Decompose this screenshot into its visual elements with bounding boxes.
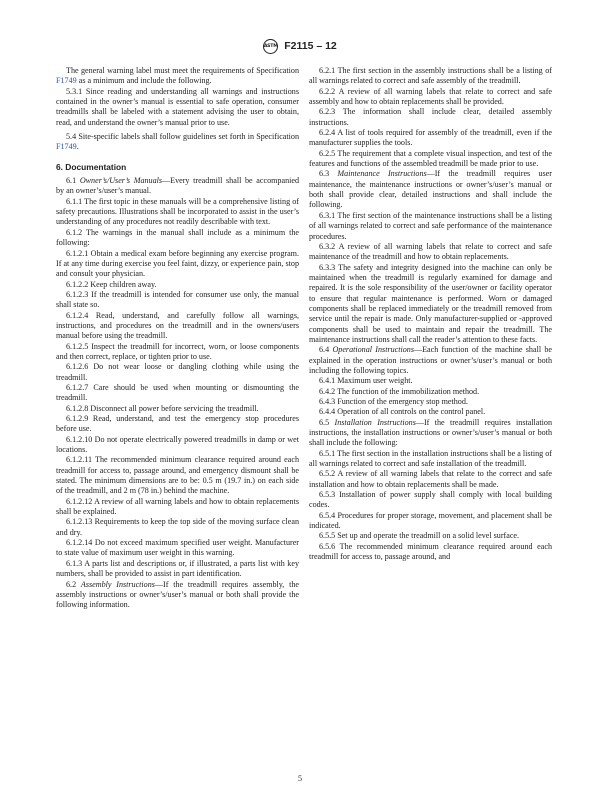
clause-title: Maintenance Instructions bbox=[337, 169, 427, 179]
paragraph bbox=[309, 376, 552, 386]
paragraph bbox=[309, 87, 552, 108]
paragraph bbox=[309, 542, 552, 563]
right-column bbox=[309, 66, 552, 563]
paragraph-text: —If the treadmill requires assembly, the assembly instructions or owner’s/user’s manual or both shall provide the following information. bbox=[56, 579, 299, 610]
spec-reference-link[interactable]: F1749 bbox=[56, 142, 77, 152]
paragraph-text: 6.5.4 Procedures for proper storage, movement, and placement shall be indicated. bbox=[309, 510, 552, 531]
paragraph-text: 6.1.2.12 A review of all warning labels and how to obtain replacements shall be explained. bbox=[56, 496, 299, 517]
paragraph bbox=[309, 263, 552, 346]
paragraph bbox=[309, 418, 552, 449]
paragraph bbox=[56, 311, 299, 342]
paragraph-text: 6.1.2.2 Keep children away. bbox=[66, 279, 157, 289]
paragraph bbox=[56, 290, 299, 311]
paragraph bbox=[56, 87, 299, 128]
paragraph-text: 6.2.5 The requirement that a complete visual inspection, and test of the features and functions of the assembled treadmill be made prior to use. bbox=[309, 148, 552, 169]
paragraph-text: 6.1.2.11 The recommended minimum clearance required around each treadmill for access to, passage around, and emergency dismount shall be stated. The minimum dimensions are to be: 0.5 m (19.7 in.) on each side of the treadmill, and 2 m (78 in.) behind the machine. bbox=[56, 455, 299, 496]
paragraph-text: 5.4 Site-specific labels shall follow guidelines set forth in Specification bbox=[66, 132, 299, 142]
spec-reference-link[interactable]: F1749 bbox=[56, 76, 77, 86]
section-heading: 6. Documentation bbox=[56, 161, 127, 172]
paragraph-text: 6.3.3 The safety and integrity designed into the machine can only be maintained when the treadmill is regularly examined for damage and repaired. It is the sole responsibility of the user/owner or facility operator to ensure that regular maintenance is performed. Worn or damaged components shall be replaced immediately or the treadmill removed from service until the repair is made. Only manufacturer-supplied or -approved components shall be used to maintain and repair the treadmill. The maintenance instructions shall call the reader’s attention to these facts. bbox=[309, 262, 552, 344]
paragraph bbox=[56, 383, 299, 404]
page-footer bbox=[0, 774, 600, 783]
paragraph bbox=[309, 211, 552, 242]
paragraph bbox=[56, 414, 299, 435]
paragraph bbox=[56, 362, 299, 383]
paragraph bbox=[56, 342, 299, 363]
clause-number: 6.3 bbox=[319, 169, 330, 179]
paragraph-text: 6.3.1 The first section of the maintenance instructions shall be a listing of all warnings related to correct and safe performance of the maintenance procedures. bbox=[309, 210, 552, 241]
paragraph bbox=[309, 107, 552, 128]
paragraph-text: 6.1.3 A parts list and descriptions or, if illustrated, a parts list with key numbers, shall be provided to assist in part identification. bbox=[56, 558, 299, 579]
paragraph bbox=[56, 538, 299, 559]
paragraph-text: 6.1.1 The first topic in these manuals will be a comprehensive listing of safety precautions. Illustrations shall be incorporated to assist in the user’s understanding of any procedures not readily describable with text. bbox=[56, 196, 299, 227]
paragraph bbox=[56, 455, 299, 496]
paragraph-text: 6.2.4 A list of tools required for assembly of the treadmill, even if the manufacturer supplies the tools. bbox=[309, 128, 552, 148]
paragraph bbox=[56, 517, 299, 538]
paragraph bbox=[56, 66, 299, 87]
paragraph-text: 6.1.2.9 Read, understand, and test the emergency stop procedures before use. bbox=[56, 414, 299, 434]
paragraph-text: 6.1.2.14 Do not exceed maximum specified user weight. Manufacturer to state value of maximum user weight in this warning. bbox=[56, 538, 299, 558]
paragraph-text: 6.3.2 A review of all warning labels that relate to correct and safe maintenance of the treadmill and how to obtain replacements. bbox=[309, 241, 552, 262]
paragraph-text: 5.3.1 Since reading and understanding all warnings and instructions contained in the owner’s manual is essential to safe operation, consumer treadmills shall be labeled with a statement advising the user to obtain, read, and understand the owner’s manual prior to use. bbox=[56, 86, 299, 127]
paragraph bbox=[309, 387, 552, 397]
paragraph bbox=[309, 407, 552, 417]
paragraph-text: . bbox=[76, 142, 79, 152]
paragraph bbox=[56, 176, 299, 197]
paragraph-text: 6.1.2.4 Read, understand, and carefully follow all warnings, instructions, and procedures on the treadmill and in the owners/users manual before using the treadmill. bbox=[56, 310, 299, 341]
paragraph-text: —Each function of the machine shall be explained in the operation instructions or owner’s/user’s manual or both including the following topics. bbox=[309, 345, 553, 375]
paragraph-text: 6.1.2.6 Do not wear loose or dangling clothing while using the treadmill. bbox=[56, 362, 299, 382]
paragraph bbox=[309, 490, 552, 511]
logo-text: ASTM bbox=[263, 43, 278, 49]
paragraph bbox=[309, 242, 552, 263]
paragraph-text: 6.1.2.1 Obtain a medical exam before beginning any exercise program. If at any time during exercise you feel faint, dizzy, or experience pain, stop and consult your physician. bbox=[56, 248, 299, 279]
paragraph bbox=[56, 559, 299, 580]
clause-title: Operational Instructions bbox=[332, 345, 414, 355]
paragraph bbox=[56, 132, 299, 153]
page-number: 5 bbox=[298, 774, 302, 783]
paragraph-text: 6.5.2 A review of all warning labels that relate to the correct and safe installation and how to obtain replacements shall be made. bbox=[309, 469, 552, 489]
paragraph bbox=[309, 128, 552, 149]
clause-number: 6.5 bbox=[319, 417, 330, 427]
paragraph-text: The general warning label must meet the requirements of Specification bbox=[66, 66, 299, 75]
paragraph-text: 6.5.1 The first section in the installation instructions shall be a listing of all warnings related to correct and safe installation of the treadmill. bbox=[309, 448, 552, 469]
paragraph-text: 6.1.2.13 Requirements to keep the top side of the moving surface clean and dry. bbox=[56, 517, 299, 537]
clause-number: 6.1 bbox=[66, 176, 77, 186]
paragraph bbox=[56, 580, 299, 611]
paragraph bbox=[56, 404, 299, 414]
clause-title: Installation Instructions bbox=[334, 417, 416, 427]
paragraph-text: 6.4.2 The function of the immobilization method. bbox=[319, 386, 480, 396]
paragraph-text: 6.1.2.8 Disconnect all power before servicing the treadmill. bbox=[66, 403, 259, 413]
paragraph bbox=[309, 531, 552, 541]
paragraph bbox=[56, 249, 299, 280]
paragraph-text: 6.1.2.7 Care should be used when mounting or dismounting the treadmill. bbox=[56, 382, 299, 403]
paragraph bbox=[309, 66, 552, 87]
paragraph-text: 6.4.1 Maximum user weight. bbox=[319, 376, 413, 386]
paragraph-text: 6.2.1 The first section in the assembly instructions shall be a listing of all warnings related to correct and safe assembly of the treadmill. bbox=[309, 66, 552, 86]
paragraph bbox=[309, 149, 552, 170]
paragraph bbox=[309, 469, 552, 490]
paragraph bbox=[309, 169, 552, 210]
paragraph-text: 6.4.4 Operation of all controls on the control panel. bbox=[319, 407, 486, 417]
paragraph bbox=[56, 228, 299, 249]
paragraph bbox=[309, 345, 552, 376]
clause-title: Assembly Instructions bbox=[80, 579, 155, 589]
paragraph bbox=[309, 511, 552, 532]
paragraph-text: 6.1.2 The warnings in the manual shall include as a minimum the following: bbox=[56, 227, 299, 248]
paragraph bbox=[56, 497, 299, 518]
clause-number: 6.2 bbox=[66, 579, 77, 589]
paragraph-text: 6.4.3 Function of the emergency stop method. bbox=[319, 397, 468, 406]
paragraph-text: 6.5.5 Set up and operate the treadmill on a solid level surface. bbox=[319, 531, 520, 541]
paragraph bbox=[309, 449, 552, 470]
left-column bbox=[56, 66, 299, 611]
paragraph-text: 6.2.3 The information shall include clear, detailed assembly instructions. bbox=[309, 107, 552, 127]
paragraph-text: as a minimum and include the following. bbox=[76, 76, 212, 86]
paragraph-text: 6.1.2.10 Do not operate electrically powered treadmills in damp or wet locations. bbox=[56, 434, 299, 455]
standard-designation: F2115 – 12 bbox=[284, 40, 337, 52]
clause-number: 6.4 bbox=[319, 345, 330, 355]
clause-title: Owner’s/User’s Manuals bbox=[79, 176, 163, 186]
paragraph-text: —Every treadmill shall be accompanied by an owner’s/user’s manual. bbox=[56, 176, 300, 196]
paragraph-text: 6.5.3 Installation of power supply shall comply with local building codes. bbox=[309, 490, 552, 510]
paragraph bbox=[309, 397, 552, 407]
page-header bbox=[0, 38, 600, 54]
paragraph-text: —If the treadmill requires installation instructions, the installation instructions or owner’s/user’s manual or both shall include the following: bbox=[309, 417, 552, 448]
paragraph bbox=[56, 197, 299, 228]
paragraph-text: 6.1.2.3 If the treadmill is intended for consumer use only, the manual shall state so. bbox=[56, 289, 299, 310]
paragraph bbox=[56, 435, 299, 456]
paragraph-text: 6.5.6 The recommended minimum clearance required around each treadmill for access to, passage around, and bbox=[309, 541, 552, 562]
paragraph-text: —If the treadmill requires user maintenance, the maintenance instructions or owner’s/user’s manual or both shall provide clear, detailed instructions and shall include the following. bbox=[309, 169, 552, 210]
paragraph-text: 6.1.2.5 Inspect the treadmill for incorrect, worn, or loose components and then correct, replace, or tighten prior to use. bbox=[56, 341, 299, 361]
paragraph bbox=[56, 280, 299, 290]
astm-logo bbox=[263, 39, 278, 54]
paragraph-text: 6.2.2 A review of all warning labels that relate to correct and safe assembly and how to obtain replacements shall be provided. bbox=[309, 86, 552, 107]
